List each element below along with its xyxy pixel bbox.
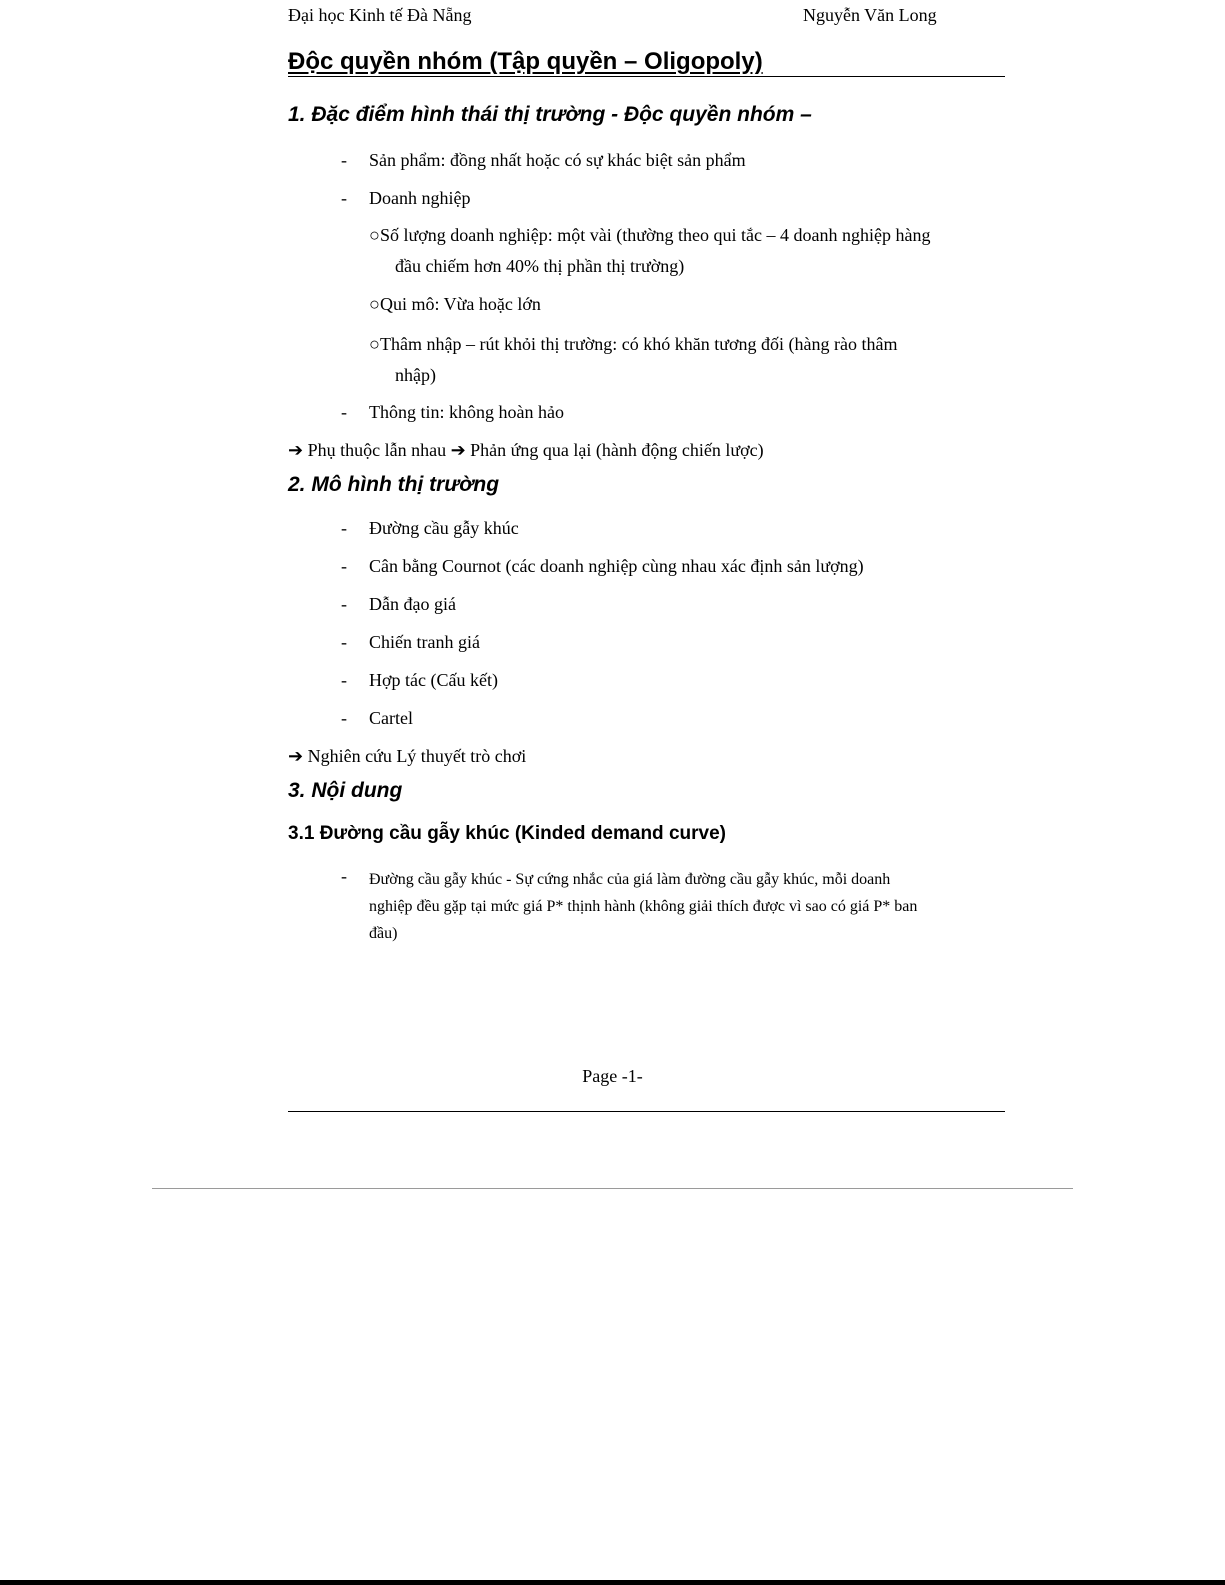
footer-rule bbox=[288, 1111, 1005, 1112]
section-1-heading: 1. Đặc điểm hình thái thị trường - Độc quyền nhóm – bbox=[288, 103, 812, 126]
section-3-1-paragraph bbox=[369, 866, 984, 947]
document-title: Độc quyền nhóm (Tập quyền – Oligopoly) bbox=[288, 48, 763, 75]
section-1-conclusion: ➔ Phụ thuộc lẫn nhau ➔ Phản ứng qua lại (hành động chiến lược) bbox=[288, 440, 764, 460]
bullet-dash: - bbox=[341, 518, 347, 538]
list-item: Chiến tranh giá bbox=[369, 632, 480, 652]
bullet-dash: - bbox=[341, 670, 347, 690]
section-2-heading: 2. Mô hình thị trường bbox=[288, 473, 500, 496]
sub-list-item bbox=[369, 289, 988, 320]
paragraph-line: nghiệp đều gặp tại mức giá P* thịnh hành (không giải thích được vì sao có giá P* ban bbox=[369, 898, 918, 915]
paragraph-line: Đường cầu gẫy khúc - Sự cứng nhắc của giá làm đường cầu gẫy khúc, mỗi doanh bbox=[369, 871, 891, 888]
bullet-dash: - bbox=[341, 402, 347, 422]
bullet-dash: - bbox=[341, 632, 347, 652]
bullet-dash: - bbox=[341, 556, 347, 576]
sub-item-continuation: đầu chiếm hơn 40% thị phần thị trường) bbox=[395, 256, 685, 276]
section-3-heading: 3. Nội dung bbox=[288, 779, 403, 802]
title-rule bbox=[288, 76, 1005, 77]
list-item: Sản phẩm: đồng nhất hoặc có sự khác biệt sản phẩm bbox=[369, 150, 746, 170]
bullet-dash: - bbox=[341, 708, 347, 728]
bullet-dash: - bbox=[341, 188, 347, 208]
bullet-dash: - bbox=[341, 150, 347, 170]
header-author: Nguyễn Văn Long bbox=[803, 5, 937, 25]
paragraph-line: đầu) bbox=[369, 925, 398, 942]
page-separator bbox=[152, 1188, 1073, 1189]
list-item: Đường cầu gẫy khúc bbox=[369, 518, 519, 538]
list-item: Thông tin: không hoàn hảo bbox=[369, 402, 564, 422]
circle-bullet-icon: ○ bbox=[369, 294, 380, 314]
header-institution: Đại học Kinh tế Đà Nẵng bbox=[288, 5, 472, 25]
sub-item-text: Số lượng doanh nghiệp: một vài (thường theo qui tắc – 4 doanh nghiệp hàng bbox=[380, 225, 931, 245]
bullet-dash: - bbox=[341, 866, 347, 886]
circle-bullet-icon: ○ bbox=[369, 225, 380, 245]
list-item: Hợp tác (Cấu kết) bbox=[369, 670, 498, 690]
bullet-dash: - bbox=[341, 594, 347, 614]
sub-item-text: Thâm nhập – rút khỏi thị trường: có khó khăn tương đối (hàng rào thâm bbox=[380, 334, 898, 354]
list-item: Cartel bbox=[369, 708, 413, 728]
list-item: Cân bằng Cournot (các doanh nghiệp cùng nhau xác định sản lượng) bbox=[369, 556, 864, 576]
list-item: Doanh nghiệp bbox=[369, 188, 471, 208]
circle-bullet-icon: ○ bbox=[369, 334, 380, 354]
sub-item-continuation: nhập) bbox=[395, 365, 436, 385]
list-item: Dẫn đạo giá bbox=[369, 594, 456, 614]
bottom-edge-bar bbox=[0, 1580, 1225, 1585]
section-2-conclusion: ➔ Nghiên cứu Lý thuyết trò chơi bbox=[288, 746, 527, 766]
section-3-1-heading: 3.1 Đường cầu gẫy khúc (Kinded demand curve) bbox=[288, 823, 726, 844]
page-number: Page -1- bbox=[582, 1066, 643, 1086]
sub-list-item bbox=[369, 220, 988, 282]
sub-list-item bbox=[369, 329, 988, 391]
sub-item-text: Qui mô: Vừa hoặc lớn bbox=[380, 294, 541, 314]
